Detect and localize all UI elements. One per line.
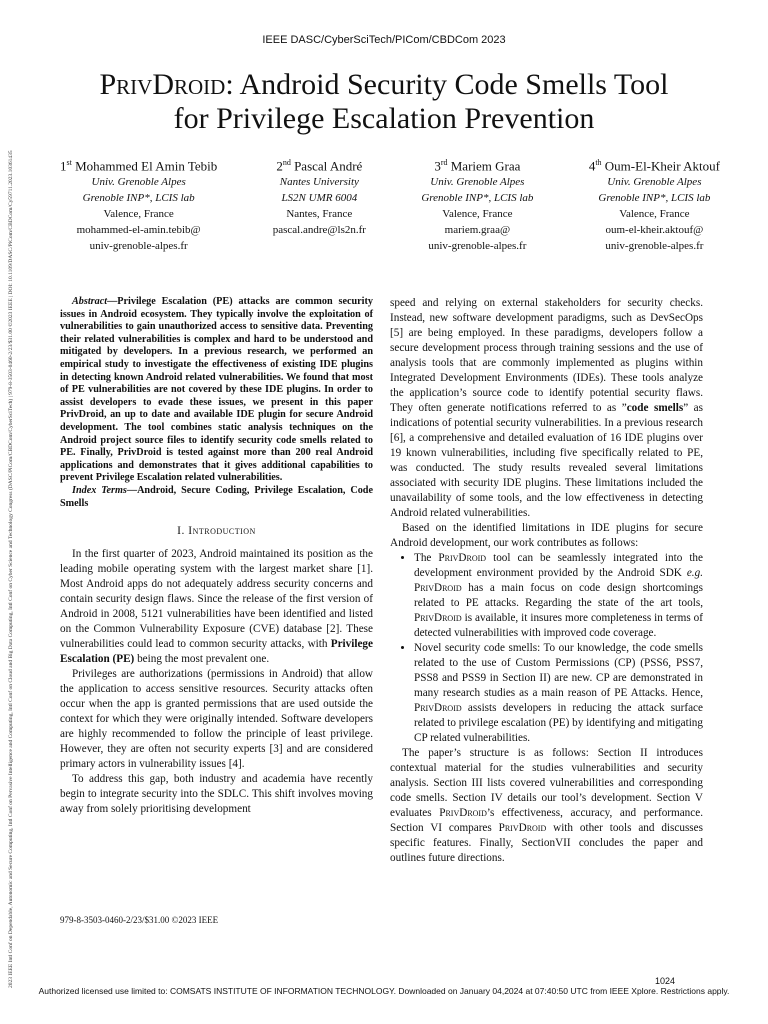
index-terms: Index Terms—Android, Secure Coding, Privilege Escalation, Code Smells <box>60 484 373 509</box>
author-block: 2nd Pascal André Nantes University LS2N UMR 6004 Nantes, France pascal.andre@ls2n.fr <box>272 158 366 237</box>
list-item: • Novel security code smells: To our knowledge, the code smells related to the use of Custom Permissions (CP) (PSS6, PSS7, PSS8 and PSS9 in Section II) are new. CP are demonstrated in many research studies as a main reason of PE Attacks. Hence, PrivDroid assists developers in reducing the attack surface related to privilege escalation (PE) by identifying and mitigating CP related vulnerabilities. <box>414 641 703 746</box>
paragraph: To address this gap, both industry and academia have recently begin to integrate security into the SDLC. This shift involves moving away from solely prioritising development <box>60 773 373 816</box>
author-block: 4th Oum-El-Kheir Aktouf Univ. Grenoble Alpes Grenoble INP*, LCIS lab Valence, France oum-el-kheir.aktouf@ univ-grenoble-alpes.fr <box>588 158 720 253</box>
doi-sidebar <box>6 40 18 1000</box>
author-name: Mohammed El Amin Tebib <box>75 158 218 174</box>
section-heading: I. Introduction <box>177 525 256 538</box>
license-footer: Authorized licensed use limited to: COMSATS INSTITUTE OF INFORMATION TECHNOLOGY. Downloaded on January 04,2024 at 07:40:50 UTC from IEEE Xplore. Restrictions apply. <box>38 986 730 996</box>
paragraph: In the first quarter of 2023, Android maintained its position as the leading mobile operating system with the largest market share [1]. Most Android apps do not adequately address security concerns and contain security design flaws. Since the release of the first version of Android in 2008, 5121 vulnerabilities have been identified and listed on the Common Vulnerability Exposure (CVE) database [2]. These vulnerabilities could lead to common security attacks, with Privilege Escalation (PE) being the most prevalent one. <box>60 548 373 666</box>
author-email: mariem.graa@ <box>444 224 511 237</box>
author-email: mohammed-el-amin.tebib@ <box>76 224 201 237</box>
author-name: Oum-El-Kheir Aktouf <box>604 158 720 174</box>
left-column <box>60 296 373 817</box>
author-email: oum-el-kheir.aktouf@ <box>605 224 704 237</box>
tool-name: PrivDroid <box>99 68 226 101</box>
paragraph: Based on the identified limitations in IDE plugins for secure Android development, our work contributes as follows: <box>390 522 703 549</box>
paragraph: speed and relying on external stakeholders for security checks. Instead, new software development paradigms, such as DevSecOps [5] are being employed. In these paradigms, developers follow a secure development process through training sessions and the use of analysis tools that are commonly implemented as plugins within Integrated Development Environments (IDEs). These tools analyze the application’s source code to identify potential security flaws. They often generate notifications referred to as ”code smells” as indications of potential security vulnerabilities. In a previous research [6], a comprehensive and detailed evaluation of 16 IDE plugins over 19 known vulnerabilities, including five specifically related to PE, was conducted. The study results revealed several limitations associated with security IDE plugins. These limitations included the unavailability of some tools, and the low effectiveness in detecting Android related vulnerabilities. <box>390 297 703 519</box>
paper-title: PrivDroid: Android Security Code Smells Tool for Privilege Escalation Prevention <box>99 68 669 135</box>
doi-sidebar-text: 2023 IEEE Intl Conf on Dependable, Autonomic and Secure Computing, Intl Conf on Pervasive Intelligence and Computing, Intl Conf on Cloud and Big Data Computing, Intl Conf on Cyber Science and Technology Congress (DASC/PiCom/CBDCom/CyberSciTech) | 979-8-3503-0460-2/23/$31.00 ©2023 IEEE | DOI: 10.1109/DASC/PiCom/CBDCom/Cy59711.2023.10361435 <box>8 150 14 988</box>
right-column <box>390 296 703 866</box>
author-list <box>60 155 720 254</box>
paragraph: Privileges are authorizations (permissions in Android) that allow the application to access sensitive resources. Security attacks often occur when the app is granted permissions that are used outside the context for which they were originally intended. Software developers are highly recommended to follow the principle of least privilege. However, they are often not security experts [3] and are considered primary actors in vulnerability issues [4]. <box>60 668 373 771</box>
contribution-list <box>390 551 703 746</box>
author-name: Pascal André <box>294 158 363 174</box>
author-block: 3rd Mariem Graa Univ. Grenoble Alpes Grenoble INP*, LCIS lab Valence, France mariem.graa@ univ-grenoble-alpes.fr <box>421 158 534 253</box>
author-email: pascal.andre@ls2n.fr <box>272 224 366 237</box>
abstract: Abstract—Privilege Escalation (PE) attacks are common security issues in Android ecosystem. They typically involve the exploitation of vulnerabilities to gain unauthorized access to sensitive data. Preventing their related vulnerabilities is complex and hard to be understood and mitigated by developers. In a previous research, we performed an empirical study to investigate the effectiveness of existing IDE plugins in detecting known Android related vulnerabilities. We found that most of PE vulnerabilities are not covered by these IDE plugins. In order to assist developers to evade these issues, we present in this paper PrivDroid, an up to date and available IDE plugin for secure Android development. The tool combines static analysis techniques on the Android project source files to identify security code smells related to PE. Finally, PrivDroid is tested against more than 200 real Android applications and demonstrates that it gives additional capabilities to prevent Privilege Escalation related vulnerabilities. <box>60 296 373 484</box>
conference-header: IEEE DASC/CyberSciTech/PICom/CBDCom 2023 <box>262 34 506 46</box>
paragraph: The paper’s structure is as follows: Section II introduces contextual material for the studies vulnerabilities and security analysis. Section III lists covered vulnerabilities and corresponding code smells. Section IV details our tool’s development. Section V evaluates PrivDroid’s effectiveness, accuracy, and performance. Section VI compares PrivDroid with other tools and discusses specific features. Finally, SectionVII concludes the paper and outlines future directions. <box>390 747 704 864</box>
title-line2: for Privilege Escalation Prevention <box>173 102 595 135</box>
list-item: • The PrivDroid tool can be seamlessly integrated into the development environment provided by the Android SDK e.g. PrivDroid has a main focus on code design shortcomings related to PE attacks. Regarding the state of the art tools, PrivDroid is available, it insures more completeness in terms of detected vulnerabilities with improved code coverage. <box>414 551 703 641</box>
author-name: Mariem Graa <box>450 158 521 174</box>
page-number: 1024 <box>655 976 676 986</box>
copyright-notice: 979-8-3503-0460-2/23/$31.00 ©2023 IEEE <box>60 915 219 925</box>
author-block: 1st Mohammed El Amin Tebib Univ. Grenoble Alpes Grenoble INP*, LCIS lab Valence, France mohammed-el-amin.tebib@ univ-grenoble-alpes.fr <box>60 158 218 253</box>
